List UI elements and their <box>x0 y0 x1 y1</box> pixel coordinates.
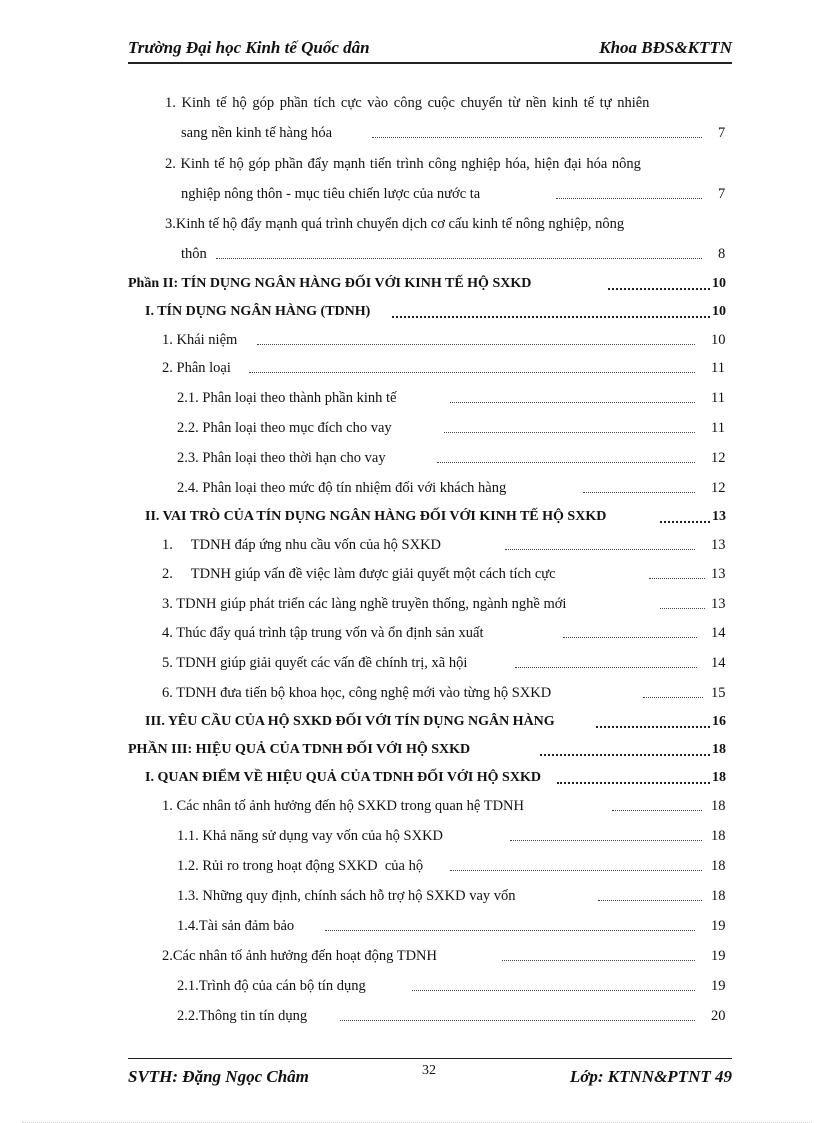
toc-leader <box>249 360 695 373</box>
toc-page-number: 18 <box>711 888 726 904</box>
toc-entry <box>0 714 816 736</box>
toc-leader <box>450 390 695 403</box>
toc-leader <box>450 858 702 871</box>
toc-entry-text: thôn <box>181 246 207 262</box>
toc-leader <box>583 480 695 493</box>
toc-page-number: 20 <box>711 1008 726 1024</box>
toc-entry <box>0 509 816 531</box>
toc-entry <box>0 566 816 588</box>
footer-class: Lớp: KTNN&PTNT 49 <box>569 1067 732 1086</box>
toc-page-number: 14 <box>711 625 726 641</box>
footer-student: SVTH: Đặng Ngọc Châm <box>128 1067 309 1086</box>
toc-leader <box>598 888 702 901</box>
toc-entry <box>0 655 816 677</box>
toc-leader <box>510 828 702 841</box>
toc-leader <box>608 276 710 290</box>
toc-entry <box>0 828 816 850</box>
toc-entry-text: I. TÍN DỤNG NGÂN HÀNG (TDNH) <box>145 304 371 319</box>
toc-page-number: 19 <box>711 948 726 964</box>
toc-entry <box>0 888 816 910</box>
toc-entry-text: III. YÊU CẦU CỦA HỘ SXKD ĐỐI VỚI TÍN DỤNG NGÂN HÀNG <box>145 714 555 729</box>
toc-entry <box>0 304 816 326</box>
toc-page-number: 14 <box>711 655 726 671</box>
toc-entry <box>0 450 816 472</box>
toc-entry-text: I. QUAN ĐIỂM VỀ HIỆU QUẢ CỦA TDNH ĐỐI VỚI HỘ SXKD <box>145 770 541 785</box>
page-footer <box>128 1058 732 1099</box>
toc-leader <box>563 625 697 638</box>
toc-entry-text: 1. Kinh tế hộ góp phần tích cực vào công cuộc chuyển từ nền kinh tế tự nhiên <box>165 95 650 111</box>
toc-page-number: 10 <box>711 332 726 348</box>
toc-entry-text: 1. Khái niệm <box>162 332 238 348</box>
toc-entry-text: 1.1. Khả năng sử dụng vay vốn của hộ SXKD <box>177 828 444 844</box>
toc-entry-text: II. VAI TRÒ CỦA TÍN DỤNG NGÂN HÀNG ĐỐI VỚI KINH TẾ HỘ SXKD <box>145 509 607 524</box>
toc-entry-text: 1. Các nhân tố ảnh hưởng đến hộ SXKD trong quan hệ TDNH <box>162 798 524 814</box>
toc-page-number: 10 <box>712 276 726 291</box>
toc-page-number: 11 <box>711 390 725 406</box>
toc-page-number: 12 <box>711 450 726 466</box>
toc-leader <box>444 420 695 433</box>
toc-entry <box>0 948 816 970</box>
footer-page-number: 32 <box>422 1063 436 1078</box>
header-faculty: Khoa BĐS&KTTN <box>599 38 732 57</box>
toc-page-number: 16 <box>712 714 726 729</box>
toc-leader <box>372 125 702 138</box>
toc-leader <box>660 596 705 609</box>
toc-entry-text: 2. Phân loại <box>162 360 231 376</box>
toc-entry-text: 3. TDNH giúp phát triển các làng nghề truyền thống, ngành nghề mới <box>162 596 567 612</box>
toc-entry-text: 6. TDNH đưa tiến bộ khoa học, công nghệ mới vào từng hộ SXKD <box>162 685 552 701</box>
toc-entry-text: 2.3. Phân loại theo thời hạn cho vay <box>177 450 386 466</box>
toc-page-number: 18 <box>711 828 726 844</box>
toc-entry-text: 1. TDNH đáp ứng nhu cầu vốn của hộ SXKD <box>162 537 442 553</box>
toc-leader <box>437 450 695 463</box>
toc-entry <box>0 685 816 707</box>
toc-entry <box>0 918 816 940</box>
toc-entry-text: 1.2. Rủi ro trong hoạt động SXKD của hộ <box>177 858 424 874</box>
toc-page-number: 13 <box>712 509 726 524</box>
toc-entry-text: 2. TDNH giúp vấn đề việc làm được giải quyết một cách tích cực <box>162 566 556 582</box>
toc-entry <box>0 742 816 764</box>
toc-entry <box>0 978 816 1000</box>
toc-page-number: 12 <box>711 480 726 496</box>
toc-page-number: 19 <box>711 918 726 934</box>
toc-page-number: 7 <box>718 186 726 202</box>
toc-entry <box>0 125 816 147</box>
toc-entry <box>0 332 816 354</box>
toc-page-number: 11 <box>711 420 725 436</box>
toc-leader <box>612 798 702 811</box>
toc-page-number: 10 <box>712 304 726 319</box>
toc-entry-text: 3.Kinh tế hộ đẩy mạnh quá trình chuyển dịch cơ cấu kinh tế nông nghiệp, nông <box>165 216 625 232</box>
toc-entry-text: Phần II: TÍN DỤNG NGÂN HÀNG ĐỐI VỚI KINH TẾ HỘ SXKD <box>128 276 532 291</box>
toc-entry <box>0 276 816 298</box>
toc-leader <box>540 742 710 756</box>
toc-page-number: 11 <box>711 360 725 376</box>
toc-page-number: 18 <box>712 770 726 785</box>
toc-entry-text: 5. TDNH giúp giải quyết các vấn đề chính trị, xã hội <box>162 655 468 671</box>
toc-leader <box>556 186 702 199</box>
toc-entry-text: 2.4. Phân loại theo mức độ tín nhiệm đối với khách hàng <box>177 480 507 496</box>
toc-page-number: 19 <box>711 978 726 994</box>
toc-leader <box>643 685 703 698</box>
toc-page-number: 13 <box>711 537 726 553</box>
toc-leader <box>392 304 710 318</box>
toc-entry-text: 1.3. Những quy định, chính sách hỗ trợ hộ SXKD vay vốn <box>177 888 516 904</box>
toc-leader <box>325 918 695 931</box>
toc-entry <box>0 537 816 559</box>
toc-leader <box>216 246 702 259</box>
toc-entry <box>0 596 816 618</box>
toc-leader <box>596 714 710 728</box>
toc-entry <box>0 420 816 442</box>
toc-entry <box>0 216 816 238</box>
toc-page-number: 7 <box>718 125 726 141</box>
toc-leader <box>660 509 710 523</box>
toc-leader <box>412 978 695 991</box>
toc-entry <box>0 770 816 792</box>
toc-entry <box>0 390 816 412</box>
toc-entry-text: 2.Các nhân tố ảnh hưởng đến hoạt động TDNH <box>162 948 438 964</box>
toc-page-number: 18 <box>712 742 726 757</box>
toc-entry-text: 2.1.Trình độ của cán bộ tín dụng <box>177 978 366 994</box>
toc-entry <box>0 246 816 268</box>
toc-leader <box>649 566 705 579</box>
toc-page-number: 18 <box>711 798 726 814</box>
toc-page-number: 18 <box>711 858 726 874</box>
toc-entry-text: PHẦN III: HIỆU QUẢ CỦA TDNH ĐỐI VỚI HỘ SXKD <box>128 742 471 757</box>
toc-entry <box>0 156 816 178</box>
toc-entry <box>0 625 816 647</box>
toc-entry <box>0 480 816 502</box>
toc-entry <box>0 858 816 880</box>
toc-entry-text: 2.2. Phân loại theo mục đích cho vay <box>177 420 392 436</box>
toc-entry-text: 2.2.Thông tin tín dụng <box>177 1008 308 1024</box>
toc-entry <box>0 360 816 382</box>
toc-leader <box>340 1008 695 1021</box>
toc-entry-text: 2.1. Phân loại theo thành phần kinh tế <box>177 390 397 406</box>
toc-leader <box>257 332 695 345</box>
toc-entry-text: 4. Thúc đẩy quá trình tập trung vốn và ổn định sản xuất <box>162 625 484 641</box>
toc-page-number: 13 <box>711 596 726 612</box>
toc-entry <box>0 186 816 208</box>
toc-entry-text: 1.4.Tài sản đảm bảo <box>177 918 295 934</box>
toc-leader <box>502 948 695 961</box>
toc-leader <box>505 537 695 550</box>
toc-entry <box>0 1008 816 1030</box>
toc-leader <box>557 770 710 784</box>
toc-leader <box>515 655 697 668</box>
toc-entry <box>0 798 816 820</box>
header-school: Trường Đại học Kinh tế Quốc dân <box>128 38 370 57</box>
toc-entry-text: sang nền kinh tế hàng hóa <box>181 125 333 141</box>
toc-entry-text: 2. Kinh tế hộ góp phần đẩy mạnh tiến trình công nghiệp hóa, hiện đại hóa nông <box>165 156 641 172</box>
toc-entry <box>0 95 816 117</box>
toc-page-number: 13 <box>711 566 726 582</box>
toc-page-number: 8 <box>718 246 726 262</box>
toc-entry-text: nghiệp nông thôn - mục tiêu chiến lược của nước ta <box>181 186 481 202</box>
toc-page-number: 15 <box>711 685 726 701</box>
